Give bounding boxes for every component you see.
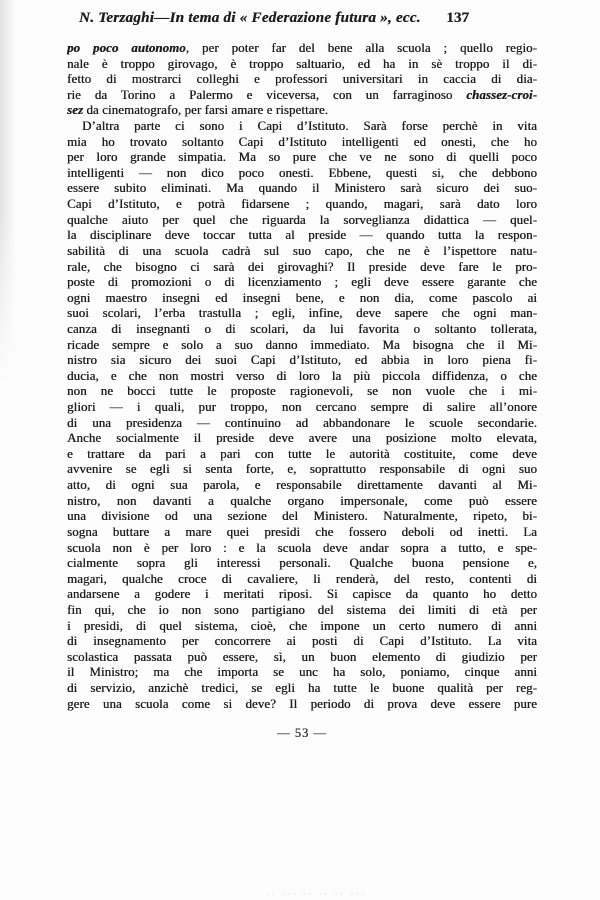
text-segment: sabilità di una scuola cadrà sul suo capo, che ne è l’ispettore natu-	[67, 243, 537, 258]
text-line	[67, 494, 537, 510]
text-line	[67, 665, 537, 681]
text-line	[67, 384, 537, 400]
text-segment: magari, qualche croce di cavaliere, li renderà, del resto, contenti di	[67, 571, 537, 586]
text-segment: una divisione od una sezione del Ministero. Naturalmente, ripeto, bi-	[67, 509, 537, 524]
text-line	[67, 541, 537, 557]
running-head-page-number: 137	[446, 9, 469, 26]
italic-text-segment: chassez-croi-	[466, 87, 537, 102]
text-segment: ogni maestro insegni ed insegni bene, e non dia, come pascolo ai	[67, 290, 537, 305]
text-segment: fetto di mostrarci colleghi e professori universitari in caccia di dia-	[67, 72, 537, 87]
text-segment: essere subito eliminati. Ma quando il Ministero sarà sicuro dei suo-	[67, 181, 537, 196]
text-segment: poste di promozioni o di licenziamento ; egli deve essere garante che	[67, 275, 537, 290]
bleed-through-marks: ·· ··· ·· ·· ·· ···	[266, 889, 367, 899]
text-segment: qualche aiuto per quel che riguarda la sorveglianza didattica — quel-	[67, 212, 537, 227]
text-line	[67, 400, 537, 416]
text-line	[67, 634, 537, 650]
text-line	[67, 369, 537, 385]
text-segment: sogna buttare a mare quei presidi che fossero deboli od inetti. La	[67, 524, 537, 539]
text-line	[67, 650, 537, 666]
text-segment: rale, che bisogno ci sarà dei girovaghi? Il preside deve fare le pro-	[67, 259, 537, 274]
text-line	[67, 478, 537, 494]
text-segment: , per poter far del bene alla scuola ; quello regio-	[185, 41, 537, 55]
text-line	[67, 447, 537, 463]
text-segment: gliori — i quali, pur troppo, non cercano sempre di salire all’onore	[67, 400, 537, 415]
text-line	[67, 603, 537, 619]
text-segment: D’altra parte ci sono i Capi d’Istituto. Sarà forse perchè in vita	[82, 119, 537, 134]
text-line	[67, 353, 537, 369]
text-segment: nistro, non davanti a qualche organo impersonale, come può essere	[67, 493, 537, 508]
text-line	[67, 681, 537, 697]
text-segment: nistro sia sicuro dei suoi Capi d’Istituto, ed abbia in loro piena fi-	[67, 353, 537, 368]
text-segment: mia ho trovato soltanto Capi d’Istituto intelligenti ed onesti, che ho	[67, 134, 537, 149]
text-line	[67, 135, 537, 151]
text-line	[67, 572, 537, 588]
text-line	[67, 416, 537, 432]
text-line	[67, 57, 537, 73]
text-segment: scuola non è per loro : e la scuola deve andar sopra a tutto, e spe-	[67, 540, 537, 555]
text-segment: Anche socialmente il preside deve avere una posizione molto elevata,	[67, 431, 537, 446]
text-line	[67, 244, 537, 260]
folio-page-number: — 53 —	[277, 726, 327, 740]
text-line	[67, 306, 537, 322]
text-line	[67, 431, 537, 447]
text-line	[67, 150, 537, 166]
text-line	[67, 41, 537, 57]
text-line	[67, 322, 537, 338]
body-text	[67, 41, 537, 712]
text-segment: ducia, e che non mostri verso di loro la più piccola diffidenza, o che	[67, 368, 537, 383]
text-segment: di insegnamento per concorrere ai posti di Capi d’Istituto. La vita	[67, 634, 537, 649]
text-segment: fin qui, che io non sono partigiano del sistema dei limiti di età per	[67, 602, 537, 617]
text-line	[67, 619, 537, 635]
text-line	[67, 213, 537, 229]
text-segment: di servizio, anzichè tredici, se egli ha tutte le buone qualità per reg-	[67, 680, 537, 695]
text-segment: suoi scolari, l’erba trastulla ; egli, infine, deve sapere che ogni man-	[67, 306, 537, 321]
running-head-title: N. Terzaghi—In tema di « Federazione futura », ecc.	[79, 9, 421, 26]
text-segment: intelligenti — non dico poco onesti. Ebbene, questi si, che debbono	[67, 165, 537, 180]
text-segment: e trattare da pari a pari con tutte le autorità costituite, come deve	[67, 446, 537, 461]
text-segment: Capi d’Istituto, e potrà fidarsene ; quando, magari, sarà dato loro	[67, 197, 537, 212]
text-segment: scolastica passata può essere, sì, un buon elemento di giudizio per	[67, 649, 537, 664]
text-line	[67, 697, 537, 713]
text-segment: atto, di ogni sua parola, e responsabile direttamente davanti al Mi-	[67, 478, 537, 493]
text-line	[67, 88, 537, 104]
text-segment: da cinematografo, per farsi amare e rispettare.	[83, 103, 329, 118]
text-line	[67, 556, 537, 572]
running-head	[79, 9, 469, 27]
text-segment: nale è troppo girovago, è troppo saltuario, ed ha in sè troppo il di-	[67, 56, 537, 71]
text-line	[67, 462, 537, 478]
text-line	[67, 197, 537, 213]
text-line	[67, 525, 537, 541]
text-segment: cialmente sopra gli interessi personali. Qualche buona pensione e,	[67, 556, 537, 571]
text-segment: non ne bocci tutte le proposte ragionevoli, se non vuole che i mi-	[67, 384, 537, 399]
text-line	[67, 509, 537, 525]
text-segment: ricade sempre e solo a suo danno immediato. Ma bisogna che il Mi-	[67, 337, 537, 352]
text-line	[67, 260, 537, 276]
text-line	[67, 275, 537, 291]
text-segment: canza di insegnanti o di scolari, da lui favorita o soltanto tollerata,	[67, 321, 537, 336]
text-line	[67, 72, 537, 88]
text-segment: rie da Torino a Palermo e viceversa, con un farraginoso	[67, 87, 467, 102]
text-segment: la disciplinare deve toccar tutta al preside — quando tutta la respon-	[67, 228, 537, 243]
text-line	[67, 119, 537, 135]
italic-text-segment: sez	[67, 103, 84, 118]
text-segment: andarsene a godere i meritati riposi. Si capisce da quanto ho detto	[67, 587, 537, 602]
page-edge-shadow	[0, 0, 16, 380]
text-line	[67, 166, 537, 182]
text-segment: avvenire se egli si senta forte, e, soprattutto responsabile di ogni suo	[67, 462, 537, 477]
italic-text-segment: po poco autonomo	[67, 41, 186, 55]
text-line	[67, 103, 537, 119]
text-segment: i presidi, di quel sistema, cioè, che impone un certo numero di anni	[67, 618, 537, 633]
text-segment: il Ministro; ma che importa se unc ha solo, poniamo, cinque anni	[67, 665, 537, 680]
text-line	[67, 587, 537, 603]
text-line	[67, 228, 537, 244]
text-line	[67, 181, 537, 197]
text-segment: gere una scuola come si deve? Il periodo di prova deve essere pure	[67, 696, 537, 711]
text-line	[67, 291, 537, 307]
text-line	[67, 338, 537, 354]
text-segment: di una presidenza — continuino ad abbandonare le scuole secondarie.	[67, 415, 537, 430]
text-segment: per loro grande simpatia. Ma so pure che ve ne sono di quelli poco	[67, 150, 537, 165]
